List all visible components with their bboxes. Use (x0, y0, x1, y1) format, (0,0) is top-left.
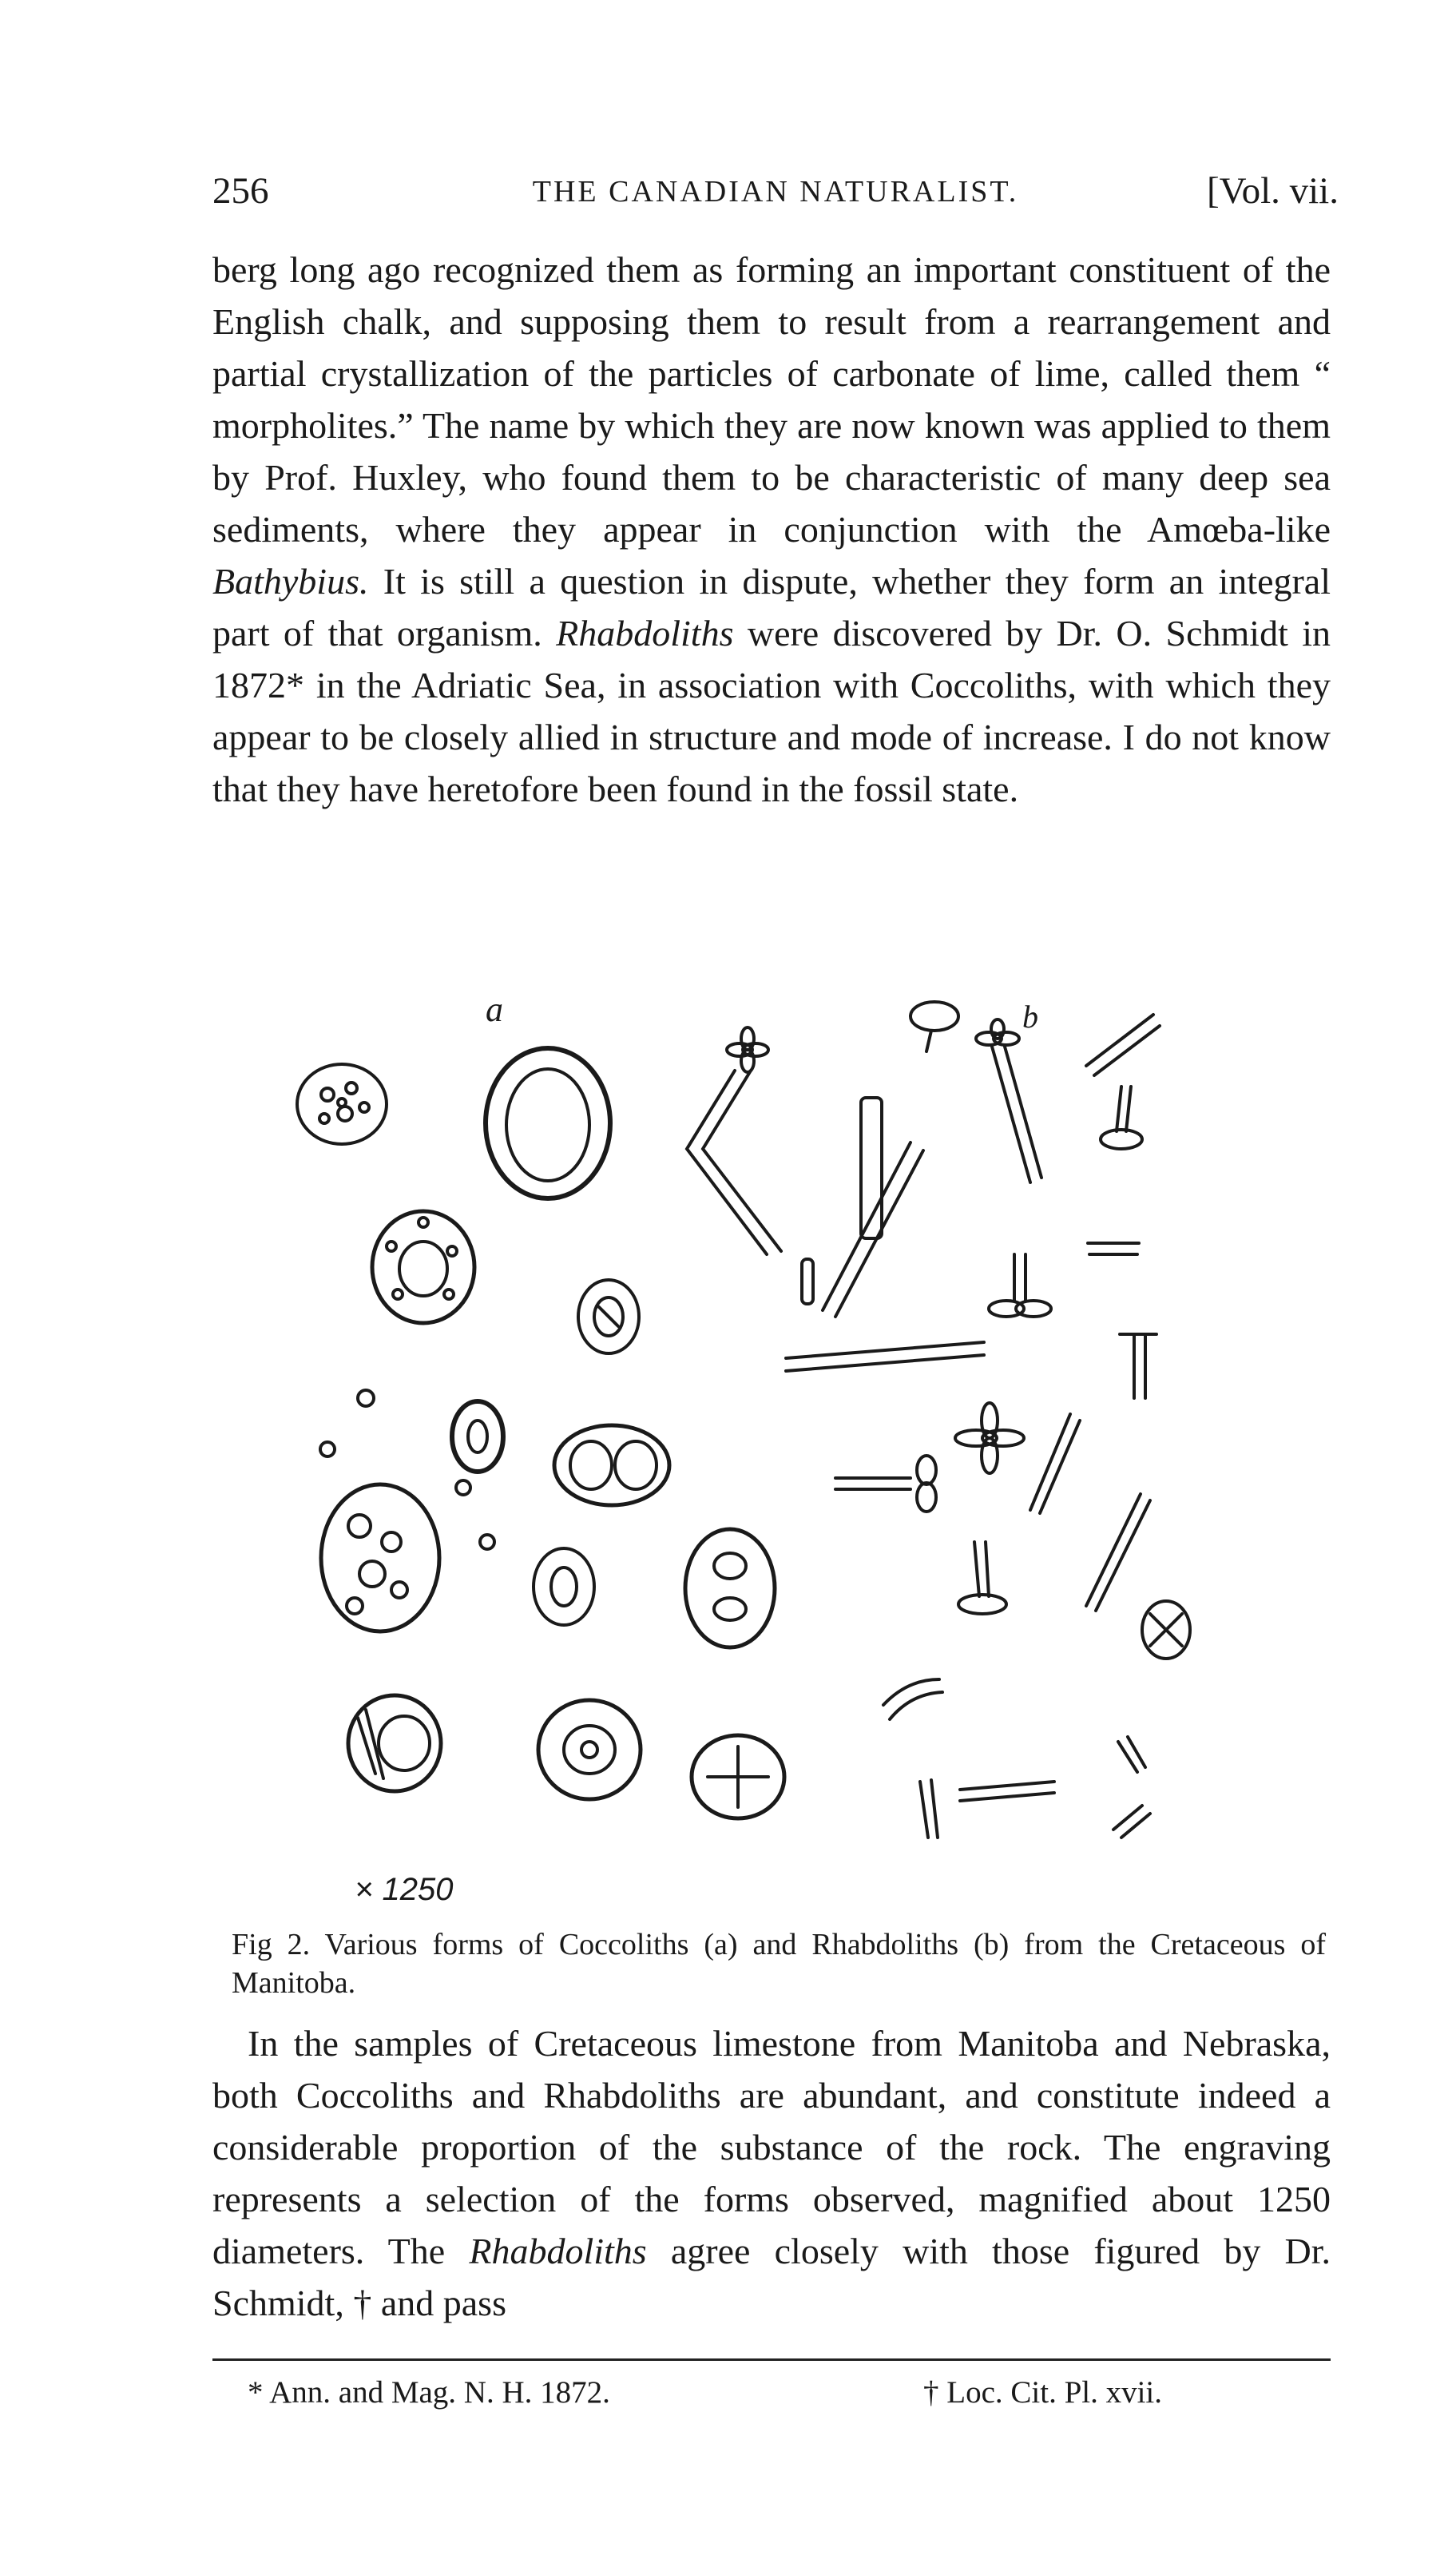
paragraph-1-text-c: were discovered by Dr. O. Schmidt in 1872* in the Adriatic Sea, in association with Coccoliths, with which they appear to be closely allied in structure and mode of increase. I do not know that they have heretofore been found in the fossil state. (212, 613, 1331, 809)
paragraph-1-text-b: It is still a question in dispute, whether they form an integral part of that organism. (212, 561, 1331, 654)
figure-label-a: a (486, 990, 503, 1029)
paragraph-2-text-b: agree closely with those figured by Dr. Schmidt, † and pass (212, 2231, 1331, 2323)
footnote-rule (212, 2358, 1331, 2361)
coccolith-oval-cells (685, 1529, 775, 1647)
rhabdolith-cross-stalk (835, 1456, 936, 1512)
rhabdolith-long-horizontal (786, 1342, 984, 1371)
figure-2 (272, 983, 1326, 1917)
rhabdolith-diagonal-3 (1030, 1414, 1080, 1513)
figure-illustration (272, 983, 1326, 1917)
coccolith-segmented (692, 1735, 784, 1818)
rhabdolith-anchor (989, 1254, 1051, 1317)
running-head (212, 169, 1339, 225)
rhabdolith-rod-b (992, 1047, 1041, 1182)
rhabdolith-bent-rod (687, 1071, 781, 1254)
coccolith-small-2 (534, 1548, 594, 1625)
coccolith-group (297, 1048, 784, 1818)
figure-magnification: × 1250 (355, 1872, 454, 1907)
rhabdolith-short-stalk (920, 1780, 938, 1838)
paragraph-2-italic-rhabdoliths: Rhabdoliths (469, 2231, 647, 2271)
paragraph-2-text-a: In the samples of Cretaceous limestone from Manitoba and Nebraska, both Coccoliths and Rhabdoliths are abundant, and constitute indeed a considerable proportion of the substance of the rock. The engraving represents a selection of the forms observed, magnified about 1250 diameters. The (212, 2023, 1331, 2271)
paragraph-1 (212, 244, 1331, 815)
coccolith-dotted-1 (297, 1064, 387, 1144)
coccolith-rough-large (321, 1484, 439, 1631)
rhabdolith-stalk-disc-2 (958, 1542, 1006, 1614)
rhabdolith-curved (883, 1679, 942, 1719)
rhabdolith-short-rod (802, 1259, 813, 1304)
rhabdolith-group (687, 1002, 1190, 1838)
coccolith-small-oval (578, 1280, 639, 1353)
coccolith-double (554, 1425, 669, 1505)
coccolith-ring-large (486, 1048, 610, 1198)
rhabdolith-diagonal-1 (1086, 1015, 1160, 1075)
rhabdolith-short-bar (1088, 1243, 1139, 1254)
rhabdolith-stalk-disc (1101, 1087, 1142, 1149)
rhabdolith-diagonal-2 (823, 1142, 923, 1317)
coccolith-ringed-2 (538, 1700, 641, 1799)
coccolith-dotted-2 (372, 1211, 474, 1323)
coccolith-hatched (348, 1695, 441, 1791)
rhabdolith-flower-3 (955, 1403, 1024, 1473)
paragraph-1-text-a: berg long ago recognized them as forming an important constituent of the English chalk, and supposing them to result from a rearrangement and partial crystallization of the particles of carbonate of lime, called them “ morpholites.” The name by which they are now known was applied to them by Prof. Huxley, who found them to be characteristic of many deep sea sediments, where they appear in conjunction with the Amœba-like (212, 249, 1331, 550)
rhabdolith-short-horizontal (960, 1782, 1054, 1801)
footnotes (212, 2374, 1331, 2422)
figure-caption: Fig 2. Various forms of Coccoliths (a) and Rhabdoliths (b) from the Cretaceous of Manitoba. (232, 1928, 1326, 2000)
paragraph-1-italic-bathybius: Bathybius. (212, 561, 369, 602)
rhabdolith-t-stalk (1120, 1334, 1156, 1398)
figure-label-b: b (1022, 999, 1038, 1035)
page-number: 256 (212, 170, 269, 212)
rhabdolith-tiny-diagonal-2 (1113, 1806, 1150, 1838)
rhabdolith-diagonal-4 (1086, 1494, 1150, 1611)
footnote-2: † Loc. Cit. Pl. xvii. (923, 2375, 1163, 2410)
rhabdolith-mushroom (910, 1002, 958, 1051)
volume-label: [Vol. vii. (1207, 170, 1339, 212)
rhabdolith-bug-shape (1142, 1601, 1190, 1659)
coccolith-oval-ring (452, 1401, 503, 1472)
paragraph-2 (212, 2017, 1331, 2329)
rhabdolith-flower-1 (727, 1027, 768, 1072)
rhabdolith-tiny-diagonal (1118, 1737, 1145, 1772)
rhabdolith-flower-2 (976, 1019, 1019, 1045)
running-title: THE CANADIAN NATURALIST. (532, 175, 1019, 209)
paragraph-1-italic-rhabdoliths: Rhabdoliths (556, 613, 734, 654)
footnote-1: * Ann. and Mag. N. H. 1872. (248, 2375, 610, 2410)
